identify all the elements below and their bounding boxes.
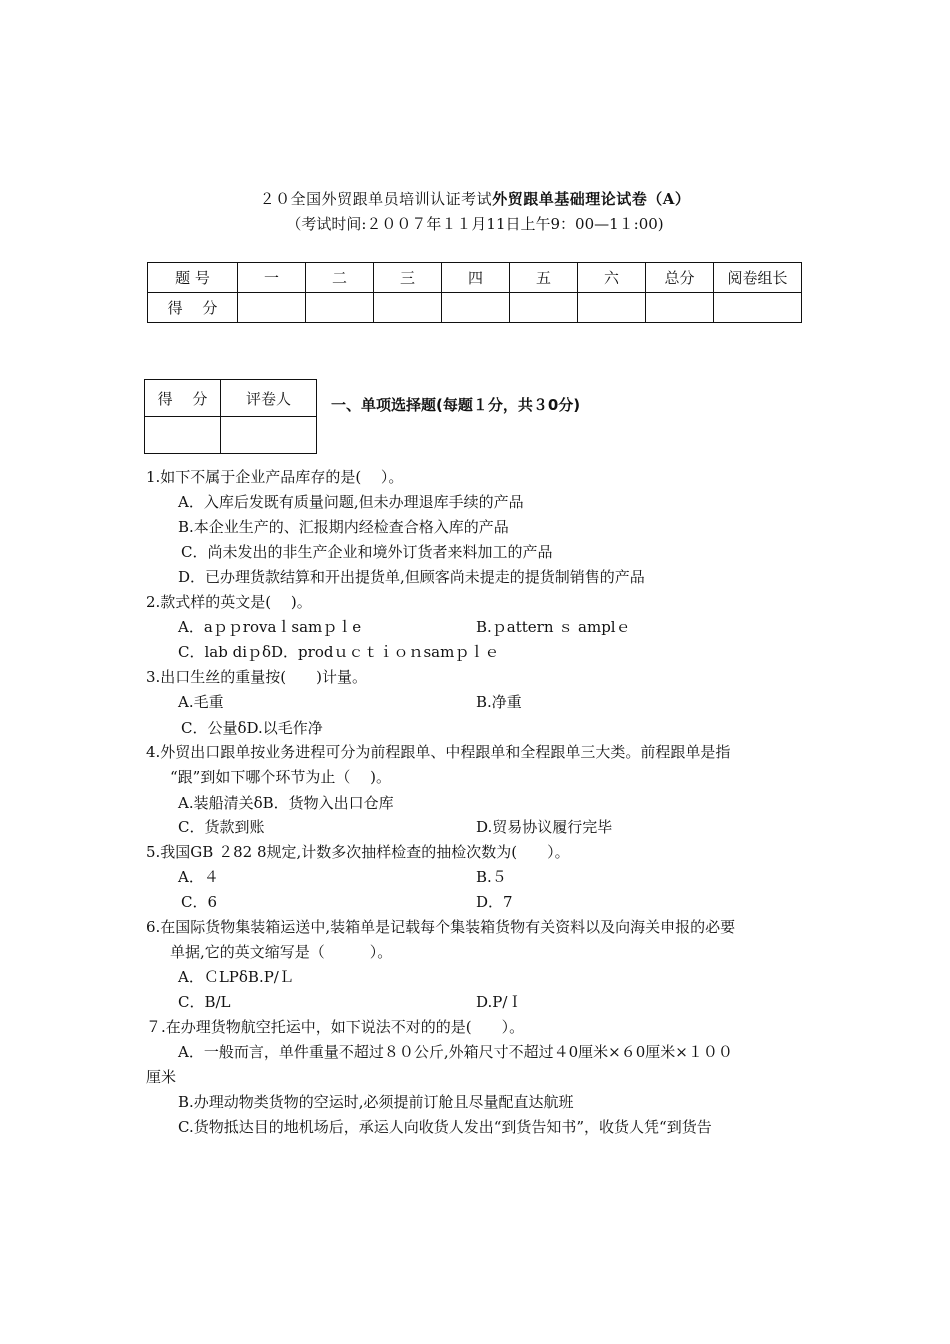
score-header-cell: 六 (578, 263, 646, 293)
option: D．已办理货款结算和开出提货单,但顾客尚未提走的提货制销售的产品 (178, 568, 645, 586)
option: C．lab diｐ (178, 643, 262, 661)
option: D.以毛作净 (246, 719, 323, 737)
score-header-cell: 阅卷组长 (714, 263, 802, 293)
option-pair (178, 793, 394, 813)
option-pair (178, 967, 294, 987)
question-stem: 4.外贸出口跟单按业务进程可分为前程跟单、中程跟单和全程跟单三大类。前程跟单是指 (146, 743, 731, 761)
option: A．入库后发既有质量问题,但未办理退库手续的产品 (178, 493, 524, 511)
exam-title-prefix: ２０全国外贸跟单员培训认证考试 (259, 190, 493, 208)
option: A．一般而言，单件重量不超过８０公斤,外箱尺寸不超过４0厘米×６0厘米×１００ (178, 1043, 733, 1061)
score-header-cell: 题 号 (148, 263, 238, 293)
exam-time: （考试时间:２００７年１１月11日上午9：00—1１:00) (286, 215, 664, 233)
score-header-cell: 二 (306, 263, 374, 293)
option: C.货物抵达目的地机场后，承运人向收货人发出“到货告知书”，收货人凭“到货告 (178, 1118, 712, 1136)
question-stem: 2.款式样的英文是( )。 (146, 593, 312, 611)
score-table-header-row (148, 263, 802, 293)
option: A.毛重 (178, 693, 224, 711)
score-cell (510, 293, 578, 323)
option: C．公量 (181, 719, 238, 737)
option: B.本企业生产的、汇报期内经检查合格入库的产品 (178, 518, 509, 536)
section-title: 一、单项选择题(每题１分，共３0分) (331, 396, 581, 414)
option: B.办理动物类货物的空运时,必须提前订舱且尽量配直达航班 (178, 1093, 574, 1111)
score-cell (442, 293, 510, 323)
score-header-cell: 五 (510, 263, 578, 293)
score-header-cell: 三 (374, 263, 442, 293)
score-cell (306, 293, 374, 323)
option: B.P/Ｌ (247, 968, 294, 986)
option: D.贸易协议履行完毕 (476, 818, 613, 836)
question-stem-continued: “跟”到如下哪个环节为止（ )。 (170, 768, 391, 786)
option: B.净重 (476, 693, 522, 711)
grader-name-cell (221, 417, 317, 454)
question-stem: 5.我国GB ２82 8规定,计数多次抽样检查的抽检次数为( ）。 (146, 843, 570, 861)
option: C．尚未发出的非生产企业和境外订货者来料加工的产品 (181, 543, 553, 561)
score-cell (578, 293, 646, 323)
score-cell (374, 293, 442, 323)
score-cell (646, 293, 714, 323)
option: C．B/L (178, 993, 231, 1011)
option: D.P/Ｉ (476, 993, 523, 1011)
option: A.装船清关 (178, 794, 254, 812)
option-pair (181, 718, 323, 738)
question-stem: ７.在办理货物航空托运中，如下说法不对的的是( ）。 (146, 1018, 525, 1036)
separator-glyph: ẟ (253, 794, 263, 812)
score-header-cell: 四 (442, 263, 510, 293)
separator-glyph: ẟ (238, 968, 248, 986)
exam-title-bold: 外贸跟单基础理论试卷（A） (492, 190, 691, 208)
grader-score-cell (145, 417, 221, 454)
separator-glyph: ẟ (262, 643, 272, 661)
option: A．ＣLP (178, 968, 239, 986)
score-cell (714, 293, 802, 323)
exam-title (0, 188, 950, 209)
grader-score-label: 得 分 (145, 380, 221, 417)
option: B．货物入出口仓库 (262, 794, 394, 812)
question-stem: 6.在国际货物集装箱运送中,装箱单是记载每个集装箱货物有关资料以及向海关申报的必要 (146, 918, 736, 936)
score-header-cell: 总分 (646, 263, 714, 293)
score-cell (238, 293, 306, 323)
grader-table (144, 379, 317, 454)
score-row-label: 得 分 (148, 293, 238, 323)
option: B.ｐattern ｓ amplｅ (476, 618, 631, 636)
question-stem: 1.如下不属于企业产品库存的是( ）。 (146, 468, 404, 486)
option: A．４ (178, 868, 219, 886)
option: C．6 (181, 893, 218, 911)
option: D．7 (476, 893, 513, 911)
option: C．货款到账 (178, 818, 265, 836)
option: A．aｐｐrovaｌsamｐｌe (178, 618, 362, 636)
option: B.５ (476, 868, 507, 886)
grader-name-label: 评卷人 (221, 380, 317, 417)
score-table-score-row (148, 293, 802, 323)
question-stem: 3.出口生丝的重量按( )计量。 (146, 668, 368, 686)
score-table (147, 262, 802, 323)
option-pair (178, 642, 499, 662)
question-stem-continued: 单据,它的英文缩写是（ ）。 (170, 943, 393, 961)
score-header-cell: 一 (238, 263, 306, 293)
option-continued: 厘米 (146, 1068, 177, 1086)
separator-glyph: ẟ (237, 719, 247, 737)
option: D．prodｕｃｔｉｏｎsamｐｌｅ (271, 643, 500, 661)
